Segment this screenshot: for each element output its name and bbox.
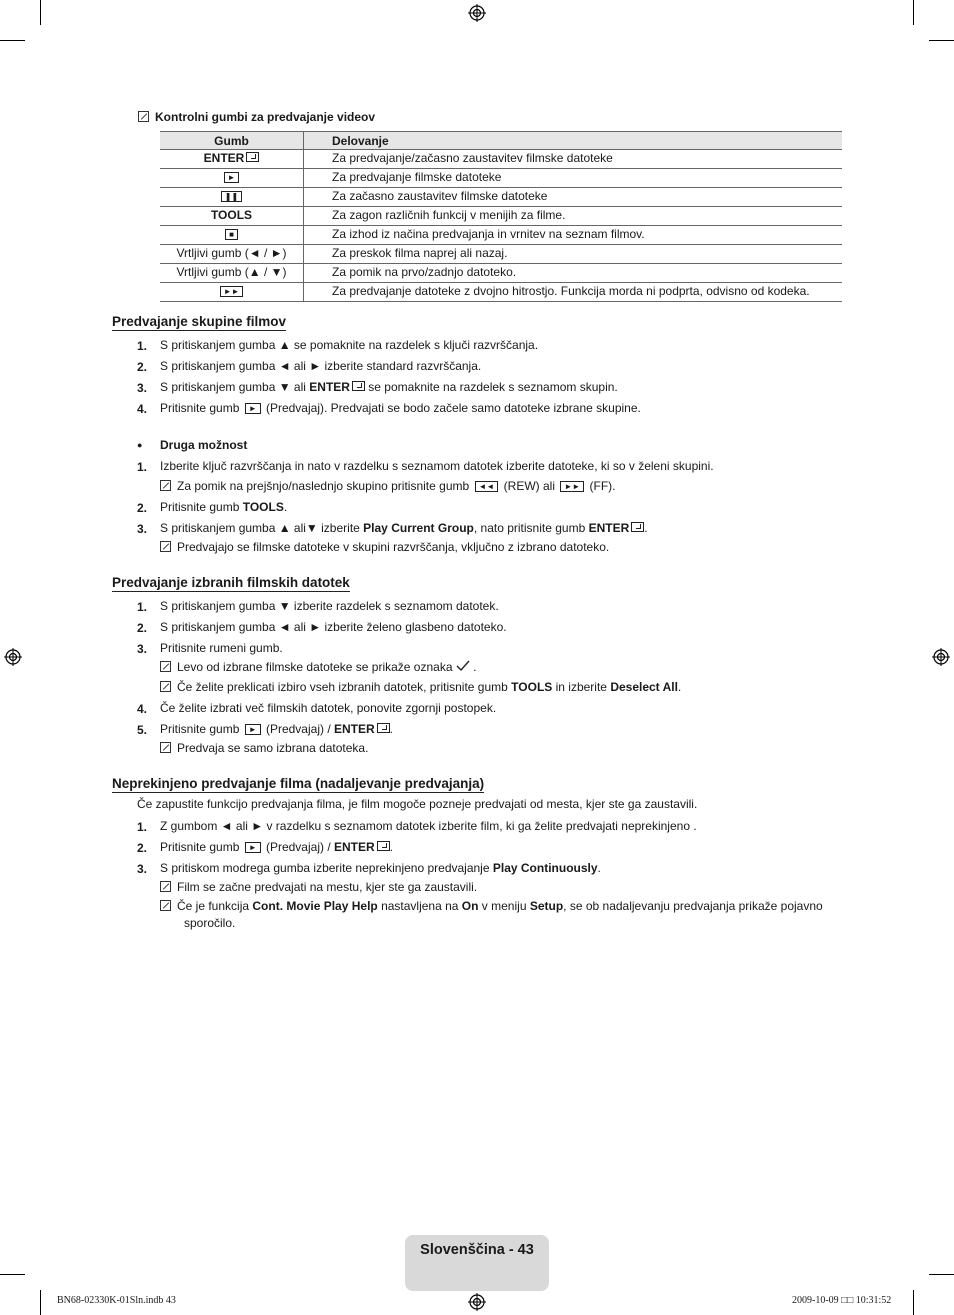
crop-mark — [913, 1290, 914, 1315]
checkmark-icon — [456, 660, 470, 672]
step-text: Z gumbom ◄ ali ► v razdelku s seznamom datotek izberite film, ki ga želite predvajati neprekinjeno . — [160, 819, 697, 833]
table-cell-key: Vrtljivi gumb (▲ / ▼) — [160, 264, 304, 283]
step-note: Predvaja se samo izbrana datoteka. — [160, 741, 368, 756]
enter-icon — [246, 152, 259, 162]
section-heading: Predvajanje izbranih filmskih datotek — [112, 575, 350, 590]
step-text: S pritiskanjem gumba ▲ ali▼ izberite Play Current Group, nato pritisnite gumb ENTER . — [160, 521, 648, 535]
note-icon — [160, 900, 171, 911]
step-note: Če je funkcija Cont. Movie Play Help nastavljena na On v meniju Setup, se ob nadaljevanju predvajanja prikaže pojavno — [160, 899, 823, 914]
step-text: Pritisnite gumb ► (Predvajaj) / ENTER . — [160, 840, 393, 854]
table-header: Delovanje — [304, 132, 843, 150]
table-row — [160, 226, 842, 245]
registration-mark-icon — [468, 1293, 486, 1311]
step-text: S pritiskanjem gumba ▼ izberite razdelek s seznamom datotek. — [160, 599, 499, 613]
step-number: 1. — [137, 600, 148, 614]
crop-mark — [40, 0, 41, 25]
play-button-icon: ► — [245, 403, 261, 414]
step-number: 1. — [137, 339, 148, 353]
table-cell-key — [160, 169, 304, 188]
note-icon — [160, 661, 171, 672]
registration-mark-icon — [468, 4, 486, 22]
fast-forward-button-icon: ►► — [560, 481, 584, 492]
section-heading: Neprekinjeno predvajanje filma (nadaljevanje predvajanja) — [112, 776, 485, 791]
rewind-button-icon: ◄◄ — [475, 481, 499, 492]
step-note-continuation: sporočilo. — [184, 916, 236, 930]
enter-icon — [352, 381, 365, 391]
table-cell-action: Za izhod iz načina predvajanja in vrnitev na seznam filmov. — [304, 226, 843, 245]
table-row — [160, 169, 842, 188]
step-note: Levo od izbrane filmske datoteke se prikaže oznaka . — [160, 660, 477, 675]
section-intro: Če zapustite funkcijo predvajanja filma, je film mogoče pozneje predvajati od mesta, kjer ste ga zaustavili. — [137, 797, 698, 811]
step-number: 3. — [137, 522, 148, 536]
step-text: S pritiskanjem gumba ◄ ali ► izberite želeno glasbeno datoteko. — [160, 620, 507, 634]
crop-mark — [929, 1274, 954, 1275]
note-title: Kontrolni gumbi za predvajanje videov — [138, 110, 375, 125]
step-text: Pritisnite gumb ► (Predvajaj). Predvajati se bodo začele samo datoteke izbrane skupine. — [160, 401, 641, 415]
table-cell-key: TOOLS — [160, 207, 304, 226]
file-name: BN68-02330K-01Sln.indb 43 — [57, 1295, 176, 1306]
step-text: Pritisnite rumeni gumb. — [160, 641, 283, 655]
table-row — [160, 207, 842, 226]
note-icon — [160, 742, 171, 753]
step-number: 3. — [137, 381, 148, 395]
table-cell-action: Za preskok filma naprej ali nazaj. — [304, 245, 843, 264]
table-row — [160, 188, 842, 207]
note-icon — [160, 541, 171, 552]
table-cell-action: Za začasno zaustavitev filmske datoteke — [304, 188, 843, 207]
step-note: Če želite preklicati izbiro vseh izbranih datotek, pritisnite gumb TOOLS in izberite Deselect All. — [160, 680, 681, 695]
crop-mark — [0, 40, 25, 41]
table-cell-action: Za zagon različnih funkcij v menijih za filme. — [304, 207, 843, 226]
table-cell-key: Vrtljivi gumb (◄ / ►) — [160, 245, 304, 264]
table-cell-key — [160, 283, 304, 302]
play-button-icon: ► — [245, 724, 261, 735]
table-row — [160, 150, 842, 169]
step-number: 2. — [137, 501, 148, 515]
note-icon — [160, 881, 171, 892]
section-heading: Predvajanje skupine filmov — [112, 314, 287, 329]
note-icon — [160, 480, 171, 491]
step-text: S pritiskom modrega gumba izberite neprekinjeno predvajanje Play Continuously. — [160, 861, 601, 875]
registration-mark-icon — [4, 648, 22, 666]
step-number: 2. — [137, 841, 148, 855]
step-text: Če želite izbrati več filmskih datotek, ponovite zgornji postopek. — [160, 701, 497, 715]
step-number: 1. — [137, 460, 148, 474]
table-row — [160, 264, 842, 283]
table-row — [160, 245, 842, 264]
step-number: 2. — [137, 621, 148, 635]
step-text: Pritisnite gumb TOOLS. — [160, 500, 288, 514]
table-header: Gumb — [160, 132, 304, 150]
step-number: 1. — [137, 820, 148, 834]
subsection-title: Druga možnost — [160, 438, 248, 452]
table-cell-key: ENTER — [160, 150, 304, 169]
step-number: 4. — [137, 702, 148, 716]
table-header-row — [160, 132, 842, 150]
controls-table — [160, 131, 842, 302]
table-cell-action: Za predvajanje/začasno zaustavitev filmske datoteke — [304, 150, 843, 169]
page-number-tab — [405, 1235, 549, 1291]
note-icon — [138, 111, 149, 122]
page-label: Slovenščina - 43 — [420, 1242, 534, 1258]
print-date: 2009-10-09 □□ 10:31:52 — [792, 1295, 892, 1306]
note-icon — [160, 681, 171, 692]
table-cell-key — [160, 188, 304, 207]
table-cell-key — [160, 226, 304, 245]
crop-mark — [929, 40, 954, 41]
step-number: 2. — [137, 360, 148, 374]
step-text: S pritiskanjem gumba ◄ ali ► izberite standard razvrščanja. — [160, 359, 482, 373]
bullet: ● — [137, 440, 143, 450]
play-button-icon: ► — [224, 172, 240, 183]
crop-mark — [40, 1290, 41, 1315]
step-note: Predvajajo se filmske datoteke v skupini razvrščanja, vključno z izbrano datoteko. — [160, 540, 609, 555]
step-text: Pritisnite gumb ► (Predvajaj) / ENTER . — [160, 722, 393, 736]
table-cell-action: Za predvajanje filmske datoteke — [304, 169, 843, 188]
enter-icon — [377, 841, 390, 851]
step-note: Film se začne predvajati na mestu, kjer ste ga zaustavili. — [160, 880, 477, 895]
step-note: Za pomik na prejšnjo/naslednjo skupino pritisnite gumb ◄◄ (REW) ali ►► (FF). — [160, 479, 616, 494]
registration-mark-icon — [932, 648, 950, 666]
enter-icon — [377, 723, 390, 733]
step-number: 4. — [137, 402, 148, 416]
crop-mark — [0, 1274, 25, 1275]
stop-button-icon: ■ — [225, 229, 238, 240]
step-text: Izberite ključ razvrščanja in nato v razdelku s seznamom datotek izberite datoteke, ki so v želeni skupini. — [160, 459, 714, 473]
step-text: S pritiskanjem gumba ▲ se pomaknite na razdelek s ključi razvrščanja. — [160, 338, 539, 352]
fast-forward-button-icon: ►► — [220, 286, 244, 297]
step-text: S pritiskanjem gumba ▼ ali ENTER se pomaknite na razdelek s seznamom skupin. — [160, 380, 618, 394]
enter-icon — [631, 522, 644, 532]
table-row — [160, 283, 842, 302]
play-button-icon: ► — [245, 842, 261, 853]
pause-button-icon: ❚❚ — [221, 191, 242, 202]
step-number: 5. — [137, 723, 148, 737]
step-number: 3. — [137, 862, 148, 876]
table-cell-action: Za predvajanje datoteke z dvojno hitrostjo. Funkcija morda ni podprta, odvisno od kodeka. — [304, 283, 843, 302]
step-number: 3. — [137, 642, 148, 656]
crop-mark — [913, 0, 914, 25]
table-cell-action: Za pomik na prvo/zadnjo datoteko. — [304, 264, 843, 283]
